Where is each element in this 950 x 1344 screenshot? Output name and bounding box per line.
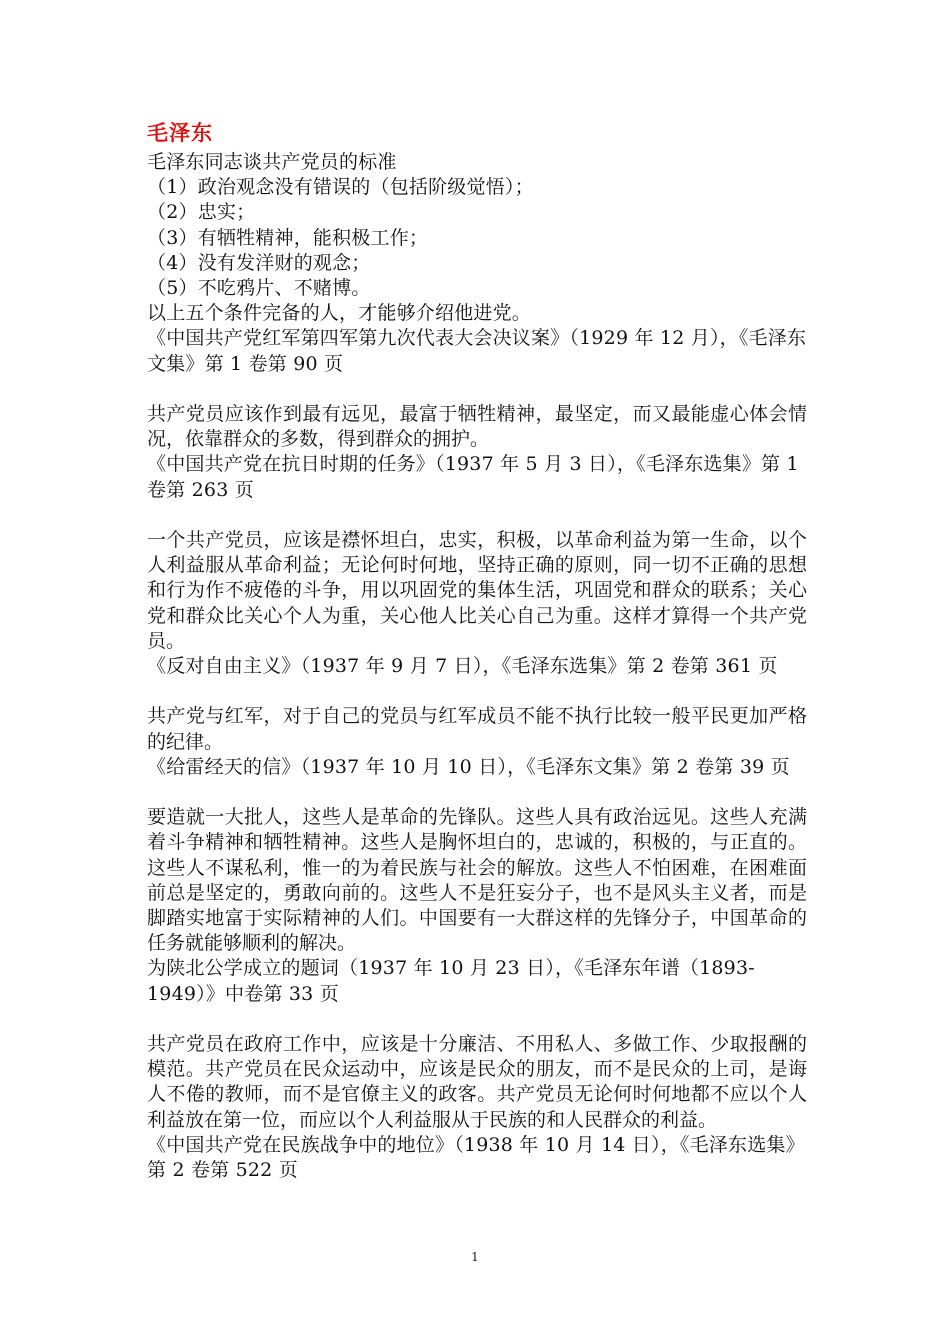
criterion-item: （2）忠实； <box>147 201 256 224</box>
paragraph-gap <box>147 1007 807 1032</box>
criterion-item: （4）没有发洋财的观念； <box>147 251 371 274</box>
quote-text: 一个共产党员，应该是襟怀坦白，忠实，积极，以革命利益为第一生命，以个人利益服从革命利益；无论何时何地，坚持正确的原则，同一切不正确的思想和行为作不疲倦的斗争，用以巩固党的集体生活，巩固党和群众的联系；关心党和群众比关心个人为重，关心他人比关心自己为重。这样才算得一个共产党员。 <box>147 529 807 652</box>
section-subtitle: 毛泽东同志谈共产党员的标准 <box>147 151 397 173</box>
paragraph-gap <box>147 503 807 528</box>
criterion-item: （1）政治观念没有错误的（包括阶级觉悟）； <box>147 176 534 199</box>
criterion-item: （3）有牺牲精神，能积极工作； <box>147 226 429 249</box>
quote-source: 为陕北公学成立的题词（1937 年 10 月 23 日），《毛泽东年谱（1893-1949）》中卷第 33 页 <box>147 957 755 1005</box>
page-number: 1 <box>471 1250 479 1264</box>
document-heading: 毛泽东 <box>147 121 213 145</box>
paragraph-gap <box>147 780 807 805</box>
quote-text: 要造就一大批人，这些人是革命的先锋队。这些人具有政治远见。这些人充满着斗争精神和牺牲精神。这些人是胸怀坦白的，忠诚的，积极的，与正直的。这些人不谋私利，惟一的为着民族与社会的解放。这些人不怕困难，在困难面前总是坚定的，勇敢向前的。这些人不是狂妄分子，也不是风头主义者，而是脚踏实地富于实际精神的人们。中国要有一大群这样的先锋分子，中国革命的任务就能够顺利的解决。 <box>147 806 807 955</box>
paragraph-gap <box>147 679 807 704</box>
quote-text: 共产党员在政府工作中，应该是十分廉洁、不用私人、多做工作、少取报酬的模范。共产党员在民众运动中，应该是民众的朋友，而不是民众的上司，是诲人不倦的教师，而不是官僚主义的政客。共产党员无论何时何地都不应以个人利益放在第一位，而应以个人利益服从于民族的和人民群众的利益。 <box>147 1033 807 1131</box>
criterion-item: （5）不吃鸦片、不赌博。 <box>147 277 371 300</box>
quote-source: 《中国共产党在抗日时期的任务》（1937 年 5 月 3 日），《毛泽东选集》第 1 卷第 263 页 <box>147 453 799 501</box>
criteria-summary: 以上五个条件完备的人，才能够介绍他进党。 <box>147 302 532 325</box>
quote-source: 《中国共产党在民族战争中的地位》（1938 年 10 月 14 日），《毛泽东选集》第 2 卷第 522 页 <box>147 1133 805 1182</box>
paragraph-gap <box>147 377 807 402</box>
quote-source: 《反对自由主义》（1937 年 9 月 7 日），《毛泽东选集》第 2 卷第 361 页 <box>147 655 778 678</box>
quote-text: 共产党员应该作到最有远见，最富于牺牲精神，最坚定，而又最能虚心体会情况，依靠群众的多数，得到群众的拥护。 <box>147 403 807 451</box>
quote-source: 《中国共产党红军第四军第九次代表大会决议案》（1929 年 12 月），《毛泽东文集》第 1 卷第 90 页 <box>147 327 807 375</box>
quote-text: 共产党与红军，对于自己的党员与红军成员不能不执行比较一般平民更加严格的纪律。 <box>147 705 807 753</box>
quote-source: 《给雷经天的信》（1937 年 10 月 10 日），《毛泽东文集》第 2 卷第 39 页 <box>147 755 790 778</box>
document-body <box>147 116 807 1183</box>
